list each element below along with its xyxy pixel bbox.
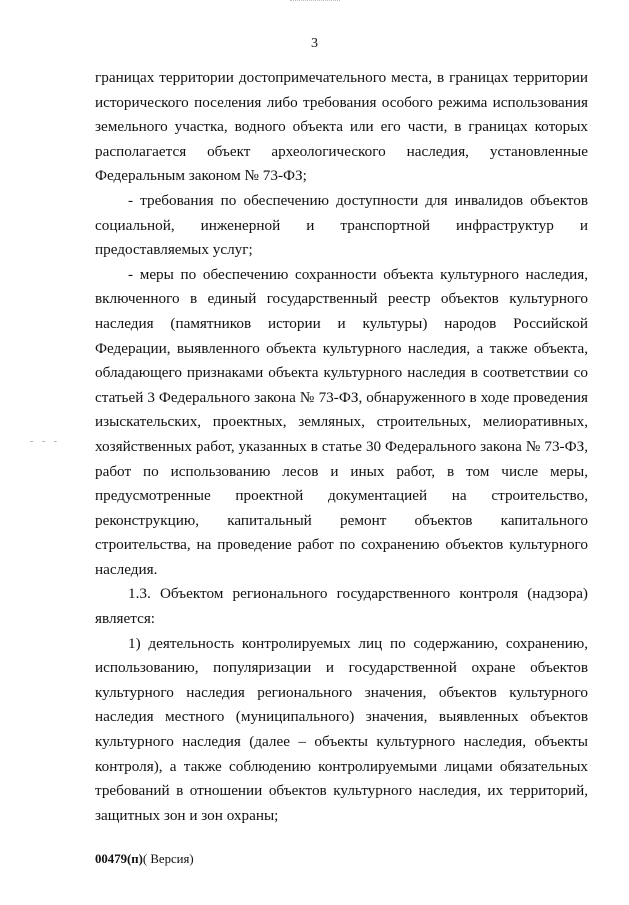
paragraph-preservation-measures: - меры по обеспечению сохранности объекта культурного наследия, включенного в единый государственный реестр объектов культурного наследия (памятников истории и культуры) народов Российской Федерации, выявленного объекта культурного наследия, а также объекта, обладающего признаками объекта культурного наследия в соответствии со статьей 3 Федерального закона № 73-ФЗ, обнаруженного в ходе проведения изыскательских, проектных, земляных, строительных, мелиоративных, хозяйственных работ, указанных в статье 30 Федерального закона № 73-ФЗ, работ по использованию лесов и иных работ, в том числе меры, предусмотренные проектной документацией на строительство, реконструкцию, капитальный ремонт объектов капитального строительства, на проведение работ по сохранению объектов культурного наследия.	[95, 265, 588, 578]
paragraph-controlled-activity: 1) деятельность контролируемых лиц по содержанию, сохранению, использованию, популяризации и государственной охране объектов культурного наследия регионального значения, объектов культурного наследия местного (муниципального) значения, выявленных объектов культурного наследия (далее – объекты культурного наследия, объекты контроля), а также соблюдению контролируемыми лицами обязательных требований в отношении объектов культурного наследия, их территорий, защитных зон и зон охраны;	[95, 634, 588, 824]
document-version: ( Версия)	[142, 852, 194, 866]
document-code: 00479(п)	[95, 852, 143, 866]
paragraph-accessibility-requirements: - требования по обеспечению доступности для инвалидов объектов социальной, инженерной и транспортной инфраструктур и предоставляемых услуг;	[95, 191, 588, 259]
paragraph-continuation: границах территории достопримечательного места, в границах территории исторического поселения либо требования особого режима использования земельного участка, водного объекта или его части, в границах которых располагается объект археологического наследия, установленные Федеральным законом № 73-ФЗ;	[95, 69, 588, 185]
scan-mark	[290, 0, 340, 3]
margin-marks: - - -	[30, 436, 60, 447]
document-body	[95, 66, 588, 828]
document-footer	[95, 852, 194, 867]
paragraph-control-object-heading: 1.3. Объектом регионального государственного контроля (надзора) является:	[95, 585, 588, 628]
page-number: 3	[311, 36, 318, 51]
